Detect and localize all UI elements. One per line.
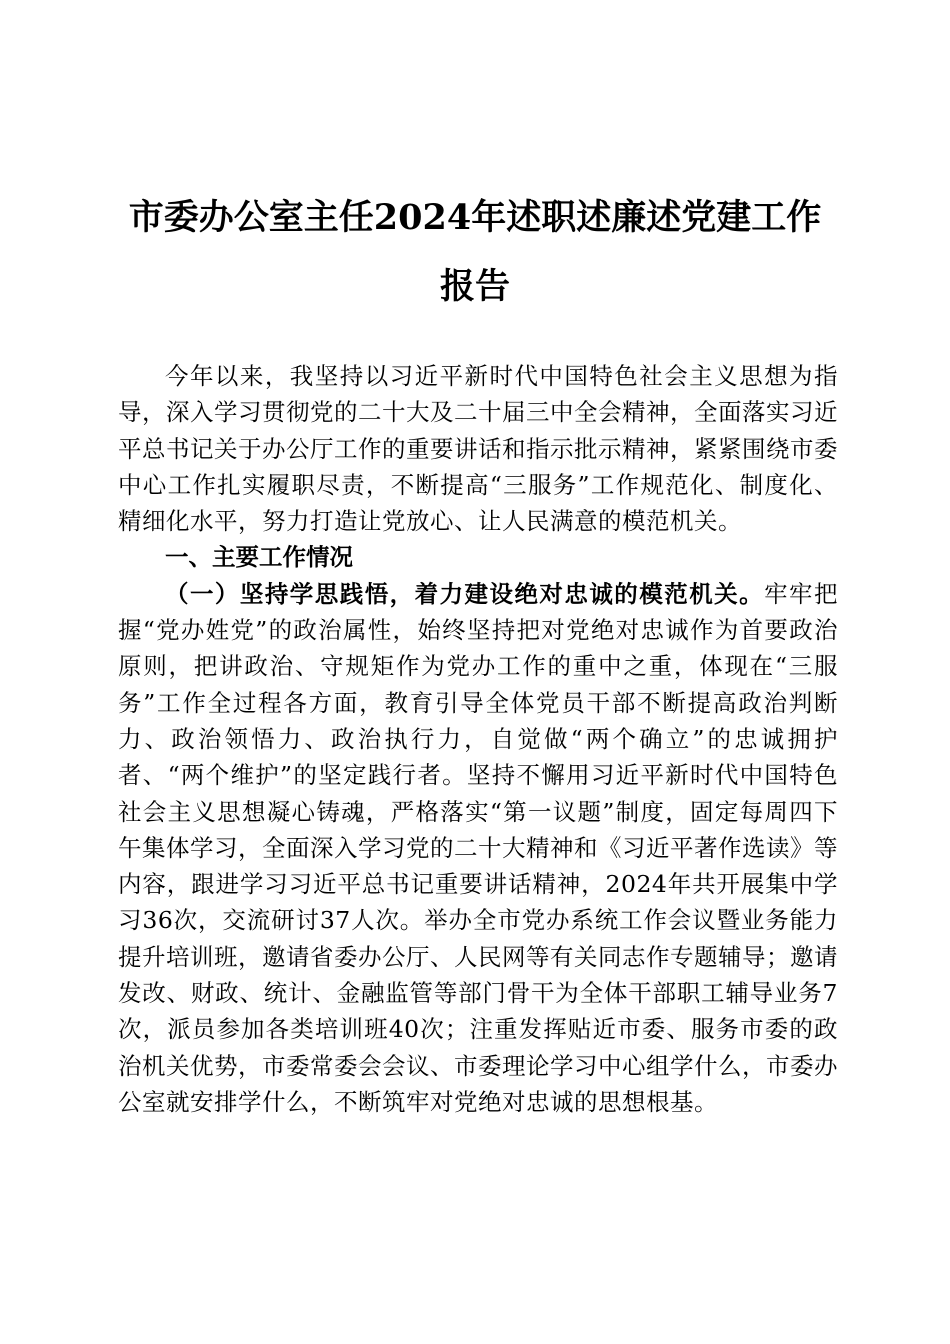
section-heading: 一、主要工作情况 (165, 543, 353, 572)
document-title-line-2: 报告 (439, 266, 510, 307)
intro-paragraph: 今年以来，我坚持以习近平新时代中国特色社会主义思想为指导，深入学习贯彻党的二十大及二十届三中全会精神，全面落实习近平总书记关于办公厅工作的重要讲话和指示批示精神，紧紧围绕市委中心工作扎实履职尽责，不断提高“三服务”工作规范化、制度化、精细化水平，努力打造让党放心、让人民满意的模范机关。 (118, 362, 838, 536)
subsection-body: 牢牢把握“党办姓党”的政治属性，始终坚持把对党绝对忠诚作为首要政治原则，把讲政治、守规矩作为党办工作的重中之重，体现在“三服务”工作全过程各方面，教育引导全体党员干部不断提高政治判断力、政治领悟力、政治执行力，自觉做“两个确立”的忠诚拥护者、“两个维护”的坚定践行者。坚持不懈用习近平新时代中国特色社会主义思想凝心铸魂，严格落实“第一议题”制度，固定每周四下午集体学习，全面深入学习党的二十大精神和《习近平著作选读》等内容，跟进学习习近平总书记重要讲话精神，2024年共开展集中学习36次，交流研讨37人次。举办全市党办系统工作会议暨业务能力提升培训班，邀请省委办公厅、人民网等有关同志作专题辅导；邀请发改、财政、统计、金融监管等部门骨干为全体干部职工辅导业务7次，派员参加各类培训班40次；注重发挥贴近市委、服务市委的政治机关优势，市委常委会会议、市委理论学习中心组学什么，市委办公室就安排学什么，不断筑牢对党绝对忠诚的思想根基。 (118, 579, 839, 1116)
subsection-heading: （一）坚持学思践悟，着力建设绝对忠诚的模范机关。 (165, 579, 765, 608)
document-title-line-1: 市委办公室主任2024年述职述廉述党建工作 (128, 197, 822, 238)
document-body (118, 358, 838, 1120)
subsection-paragraph (118, 576, 838, 1120)
